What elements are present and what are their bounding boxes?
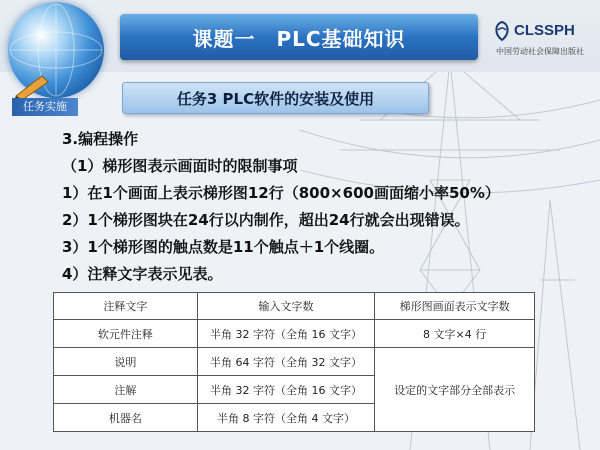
table-cell: 说明 [54, 348, 198, 376]
table-header: 输入文字数 [197, 293, 375, 320]
content-line: 1）在1个画面上表示梯形图12行（800×600画面缩小率50%） [62, 184, 500, 202]
header-band [0, 0, 600, 72]
content-line: 4）注释文字表示见表。 [62, 265, 223, 283]
publisher-emblem-icon [492, 20, 512, 42]
page-title: 课题一 PLC基础知识 [192, 26, 406, 51]
table-merged-cell: 设定的文字部分全部表示 [375, 348, 535, 432]
subtitle-bar [122, 82, 429, 114]
content-line: （1）梯形图表示画面时的限制事项 [62, 157, 298, 175]
table-cell: 软元件注释 [54, 320, 198, 348]
table-cell: 机器名 [54, 404, 198, 432]
content-line: 2）1个梯形图块在24行以内制作，超出24行就会出现错误。 [62, 211, 470, 229]
table-header: 注释文字 [54, 293, 198, 320]
table-cell: 半角 8 字符（全角 4 文字） [197, 404, 375, 432]
title-bar [120, 14, 478, 60]
comment-chars-table [53, 292, 535, 432]
table-row [54, 348, 535, 376]
table-cell: 半角 64 字符（全角 32 文字） [197, 348, 375, 376]
table-cell: 8 文字×4 行 [375, 320, 535, 348]
section-badge: 任务实施 [12, 98, 78, 116]
content-heading: 3.编程操作 [62, 130, 139, 148]
table-row [54, 320, 535, 348]
content-line: 3）1个梯形图的触点数是11个触点＋1个线圈。 [62, 238, 385, 256]
table-cell: 半角 32 字符（全角 16 文字） [197, 376, 375, 404]
table-header-row [54, 293, 535, 320]
task-subtitle: 任务3 PLC软件的安装及使用 [176, 89, 375, 108]
table-header: 梯形图画面表示文字数 [375, 293, 535, 320]
publisher-subtitle: 中国劳动社会保障出版社 [496, 47, 584, 56]
table-cell: 半角 32 字符（全角 16 文字） [197, 320, 375, 348]
content-body [62, 126, 592, 288]
publisher-logo [490, 14, 600, 66]
section-tab [12, 80, 122, 120]
pencil-icon [12, 74, 52, 100]
publisher-name: CLSSPH [514, 22, 575, 39]
table-cell: 注解 [54, 376, 198, 404]
